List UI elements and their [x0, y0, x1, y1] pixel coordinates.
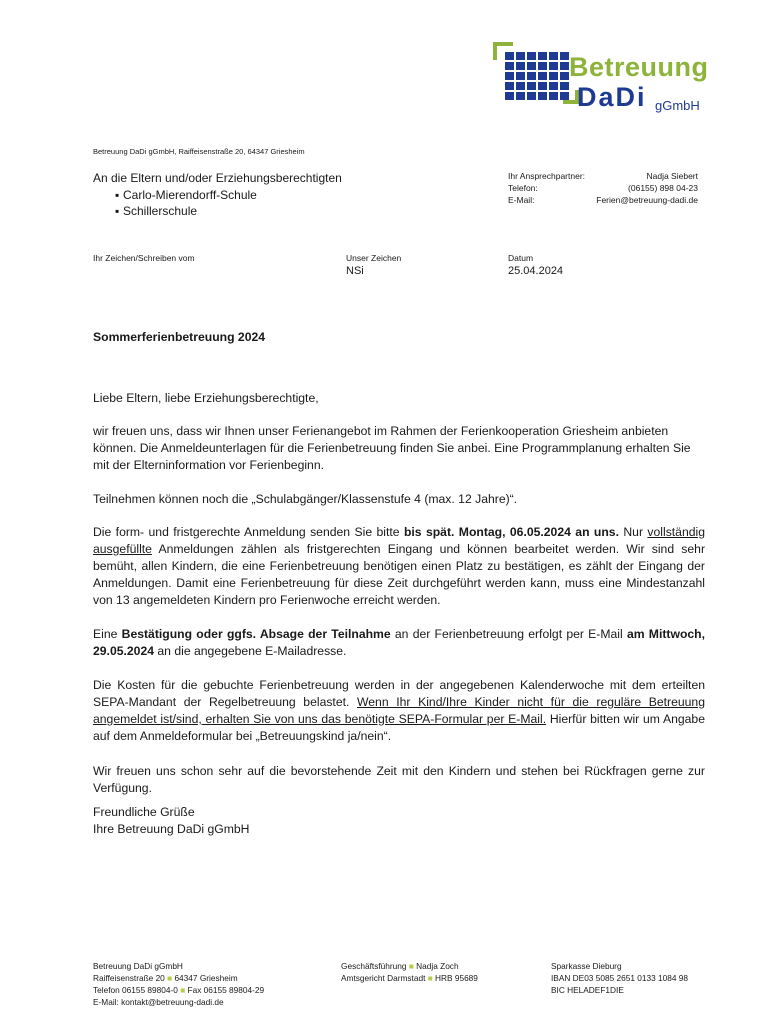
salutation: Liebe Eltern, liebe Erziehungsberechtigte,: [93, 391, 319, 405]
paragraph-costs: [93, 677, 705, 745]
footer-register: [341, 972, 478, 984]
text-run: 64347 Griesheim: [174, 973, 238, 983]
text-run: Die form- und fristgerechte Anmeldung senden Sie bitte: [93, 525, 404, 539]
text-run: Telefon 06155 89804-0: [93, 985, 178, 995]
text-run: Geschäftsführung: [341, 961, 407, 971]
company-logo: [493, 42, 708, 122]
sender-line: Betreuung DaDi gGmbH, Raiffeisenstraße 20, 64347 Griesheim: [93, 147, 305, 156]
paragraph-intro: wir freuen uns, dass wir Ihnen unser Ferienangebot im Rahmen der Ferienkooperation Griesheim anbieten können. Die Anmeldeunterlagen für die Ferienbetreuung finden Sie anbei. Eine Programmplanung erhalten Sie mit der Elterninformation vor Ferienbeginn.: [93, 424, 691, 472]
logo-word-ggmbh: gGmbH: [655, 98, 700, 113]
footer-bank: [551, 960, 688, 996]
text-run: Die Kosten für die gebuchte Ferienbetreuung werden in der angegebenen Kalenderwoche mit dem erteilten SEPA-Mandant der Regelbetreuung belastet.: [93, 678, 705, 709]
contact-phone-value: (06155) 898 04-23: [628, 183, 698, 193]
closing-signature: Ihre Betreuung DaDi gGmbH: [93, 822, 250, 836]
footer-management: [341, 960, 478, 984]
separator-icon: ■: [167, 973, 173, 983]
contact-phone-label: Telefon:: [508, 183, 538, 193]
text-run: HRB 95689: [435, 973, 478, 983]
separator-icon: ■: [180, 985, 186, 995]
footer-phone: [93, 984, 264, 996]
paragraph-closing: Wir freuen uns schon sehr auf die bevorstehende Zeit mit den Kindern und stehen bei Rückfragen gerne zur Verfügung.: [93, 764, 705, 795]
school-item: ▪ Carlo-Mierendorff-Schule: [93, 187, 342, 204]
footer-bic: BIC HELADEF1DIE: [551, 985, 624, 995]
confirmation-date-text: am Mittwoch, 29.05.2024: [93, 627, 705, 658]
separator-icon: ■: [408, 961, 414, 971]
recipient-block: [93, 170, 342, 220]
logo-word-betreuung: Betreuung: [569, 52, 709, 82]
underlined-text: vollständig ausgefüllte: [93, 525, 705, 556]
paragraph-confirmation: [93, 626, 705, 660]
text-run: Anmeldungen zählen als fristgerechten Eingang und können bearbeitet werden. Wir sind sehr bemüht, allen Kindern, die eine Ferienbetreuung benötigen einen Platz zu bestätigen, es zählt der Eingang der Anmeldungen. Damit eine Ferienbetreuung für diese Zeit durchgeführt werden kann, muss eine Mindestanzahl von 13 angemeldeten Kindern pro Ferienwoche erreicht werden.: [93, 542, 705, 607]
school-list: [93, 187, 342, 220]
bold-text: Bestätigung oder ggfs. Absage der Teilnahme: [121, 627, 391, 641]
deadline-text: bis spät. Montag, 06.05.2024 an uns.: [403, 525, 619, 539]
footer-email[interactable]: E-Mail: kontakt@betreuung-dadi.de: [93, 997, 224, 1007]
contact-partner-value: Nadja Siebert: [646, 171, 698, 181]
text-run: Fax 06155 89804-29: [187, 985, 265, 995]
recipient-line: An die Eltern und/oder Erziehungsberechtigten: [93, 171, 342, 185]
text-run: Raiffeisenstraße 20: [93, 973, 165, 983]
date-value: 25.04.2024: [508, 265, 564, 277]
underlined-text: Wenn Ihr Kind/Ihre Kinder nicht für die reguläre Betreuung angemeldet ist/sind, erhalten Sie von uns das benötigte SEPA-Formular per E-Mail.: [93, 695, 705, 726]
paragraph-registration: [93, 524, 705, 609]
footer-ceo: [341, 960, 478, 972]
text-run: Amtsgericht Darmstadt: [341, 973, 426, 983]
text-run: an der Ferienbetreuung erfolgt per E-Mail: [390, 627, 627, 641]
footer-iban: IBAN DE03 5085 2651 0133 1084 98: [551, 973, 689, 983]
footer-bank-name: Sparkasse Dieburg: [551, 961, 622, 971]
footer-company-name: Betreuung DaDi gGmbH: [93, 961, 183, 971]
text-run: Nadja Zoch: [416, 961, 459, 971]
contact-partner-label: Ihr Ansprechpartner:: [508, 171, 586, 181]
contact-email-label: E-Mail:: [508, 195, 535, 205]
logo-grid-icon: [505, 52, 569, 100]
separator-icon: ■: [427, 973, 433, 983]
text-run: an die angegebene E-Mailadresse.: [154, 644, 347, 658]
school-item: ▪ Schillerschule: [93, 203, 342, 220]
our-reference-value: NSi: [346, 265, 364, 277]
text-run: Hierfür bitten wir um Angabe auf dem Anmeldeformular bei „Betreuungskind ja/nein“.: [93, 712, 705, 743]
footer-address: [93, 972, 264, 984]
your-reference-label: Ihr Zeichen/Schreiben vom: [93, 253, 195, 263]
text-run: Eine: [93, 627, 122, 641]
paragraph-participants: Teilnehmen können noch die „Schulabgänger/Klassenstufe 4 (max. 12 Jahre)“.: [93, 492, 518, 506]
date-label: Datum: [508, 253, 534, 263]
text-run: Nur: [618, 525, 648, 539]
contact-block: [508, 170, 698, 206]
subject-line: Sommerferienbetreuung 2024: [93, 330, 266, 344]
closing-greeting: Freundliche Grüße: [93, 805, 195, 819]
contact-email-value[interactable]: Ferien@betreuung-dadi.de: [596, 195, 698, 205]
logo-word-dadi: DaDi: [577, 82, 647, 112]
our-reference-label: Unser Zeichen: [346, 253, 402, 263]
footer-company: [93, 960, 264, 1008]
